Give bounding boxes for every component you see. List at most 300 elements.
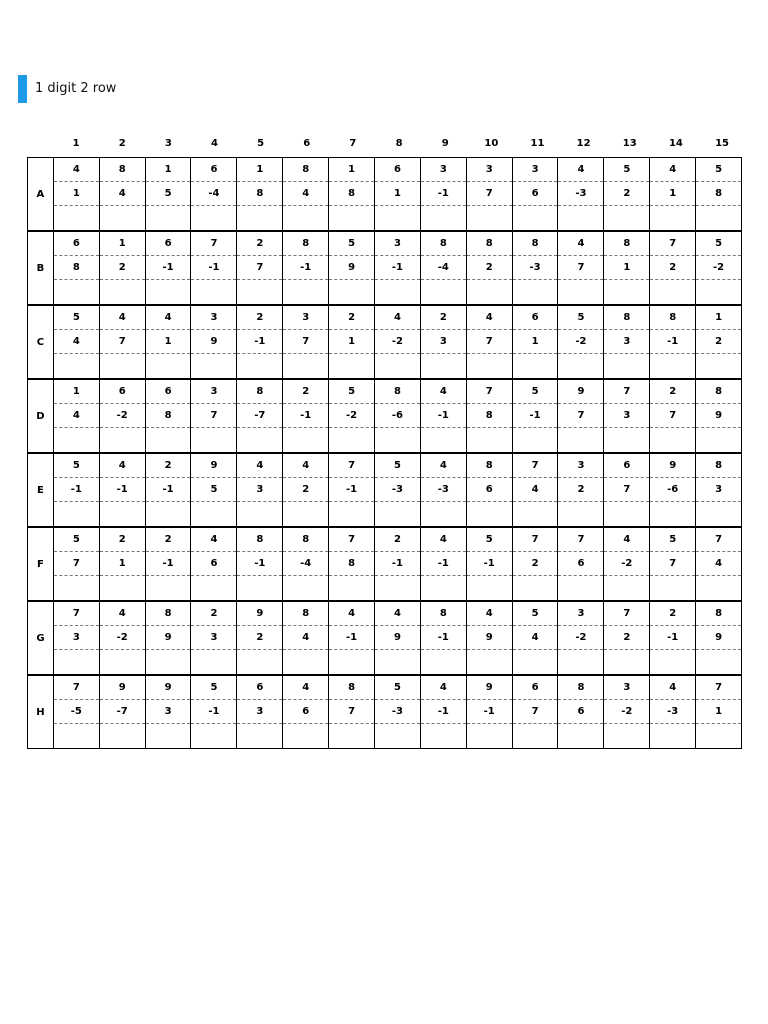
- problem-cell: [604, 601, 650, 675]
- addend-bottom: -1: [421, 700, 466, 724]
- addend-top: 5: [558, 306, 603, 330]
- addend-bottom: -1: [329, 626, 374, 650]
- answer-space[interactable]: [604, 650, 649, 674]
- answer-space[interactable]: [696, 576, 741, 600]
- answer-space[interactable]: [558, 354, 603, 378]
- addend-bottom: -5: [54, 700, 99, 724]
- answer-space[interactable]: [329, 576, 374, 600]
- addend-top: 5: [375, 676, 420, 700]
- addend-top: 5: [54, 528, 99, 552]
- problem-cell: [191, 453, 237, 527]
- addend-bottom: 2: [604, 182, 649, 206]
- answer-space[interactable]: [237, 280, 282, 304]
- addend-bottom: 7: [650, 404, 695, 428]
- addend-bottom: 9: [146, 626, 191, 650]
- addend-bottom: 1: [54, 182, 99, 206]
- problem-cell: [283, 453, 329, 527]
- addend-top: 7: [696, 528, 741, 552]
- answer-space[interactable]: [237, 576, 282, 600]
- answer-space[interactable]: [558, 502, 603, 526]
- answer-space[interactable]: [513, 280, 558, 304]
- answer-space[interactable]: [650, 206, 695, 230]
- addend-bottom: 3: [421, 330, 466, 354]
- answer-space[interactable]: [100, 650, 145, 674]
- addend-bottom: 8: [467, 404, 512, 428]
- problem-cell: [558, 305, 604, 379]
- answer-space[interactable]: [696, 650, 741, 674]
- answer-space[interactable]: [329, 502, 374, 526]
- addend-bottom: -1: [467, 700, 512, 724]
- answer-space[interactable]: [650, 502, 695, 526]
- problem-cell: [237, 453, 283, 527]
- column-header: 1: [72, 138, 80, 149]
- answer-space[interactable]: [467, 428, 512, 452]
- addend-top: 2: [146, 528, 191, 552]
- problem-cell: [283, 527, 329, 601]
- problem-cell: [100, 601, 146, 675]
- answer-space[interactable]: [329, 280, 374, 304]
- problem-cell: [329, 527, 375, 601]
- problem-cell: [421, 453, 467, 527]
- addend-bottom: 2: [237, 626, 282, 650]
- answer-space[interactable]: [237, 354, 282, 378]
- addend-top: 8: [146, 602, 191, 626]
- problem-cell: [191, 527, 237, 601]
- answer-space[interactable]: [696, 206, 741, 230]
- answer-space[interactable]: [421, 502, 466, 526]
- answer-space[interactable]: [513, 724, 558, 748]
- addend-top: 4: [467, 306, 512, 330]
- addend-bottom: 4: [513, 478, 558, 502]
- answer-space[interactable]: [100, 280, 145, 304]
- answer-space[interactable]: [283, 576, 328, 600]
- answer-space[interactable]: [191, 206, 236, 230]
- answer-space[interactable]: [513, 650, 558, 674]
- answer-space[interactable]: [696, 428, 741, 452]
- addend-top: 7: [650, 232, 695, 256]
- answer-space[interactable]: [558, 206, 603, 230]
- addend-top: 4: [329, 602, 374, 626]
- answer-space[interactable]: [421, 206, 466, 230]
- row-label: E: [27, 453, 54, 527]
- answer-space[interactable]: [421, 280, 466, 304]
- problem-cell: [421, 675, 467, 749]
- addend-bottom: 9: [191, 330, 236, 354]
- problem-cell: [650, 527, 696, 601]
- answer-space[interactable]: [54, 206, 99, 230]
- answer-space[interactable]: [421, 724, 466, 748]
- answer-space[interactable]: [54, 354, 99, 378]
- answer-space[interactable]: [467, 206, 512, 230]
- answer-space[interactable]: [558, 724, 603, 748]
- addend-top: 8: [100, 158, 145, 182]
- addend-top: 8: [696, 454, 741, 478]
- addend-top: 4: [191, 528, 236, 552]
- answer-space[interactable]: [696, 724, 741, 748]
- answer-space[interactable]: [100, 502, 145, 526]
- problem-cell: [100, 675, 146, 749]
- answer-space[interactable]: [283, 724, 328, 748]
- answer-space[interactable]: [146, 724, 191, 748]
- answer-space[interactable]: [604, 354, 649, 378]
- answer-space[interactable]: [604, 428, 649, 452]
- problem-cell: [467, 231, 513, 305]
- answer-space[interactable]: [513, 576, 558, 600]
- addend-top: 9: [467, 676, 512, 700]
- answer-space[interactable]: [696, 502, 741, 526]
- addend-top: 2: [329, 306, 374, 330]
- addend-bottom: -2: [558, 626, 603, 650]
- addend-bottom: 6: [558, 700, 603, 724]
- answer-space[interactable]: [100, 576, 145, 600]
- addend-bottom: -3: [375, 478, 420, 502]
- answer-space[interactable]: [329, 354, 374, 378]
- addend-bottom: 9: [696, 404, 741, 428]
- problem-cell: [283, 231, 329, 305]
- answer-space[interactable]: [650, 650, 695, 674]
- addend-top: 1: [329, 158, 374, 182]
- problem-cell: [54, 305, 100, 379]
- column-header: 11: [530, 138, 545, 149]
- addend-top: 6: [375, 158, 420, 182]
- addend-bottom: -1: [191, 700, 236, 724]
- addend-bottom: 7: [100, 330, 145, 354]
- problem-cell: [467, 527, 513, 601]
- answer-space[interactable]: [558, 280, 603, 304]
- answer-space[interactable]: [604, 280, 649, 304]
- answer-space[interactable]: [54, 280, 99, 304]
- problem-cell: [513, 379, 559, 453]
- problem-cell: [146, 453, 192, 527]
- answer-space[interactable]: [467, 280, 512, 304]
- problem-cell: [100, 453, 146, 527]
- addend-top: 8: [604, 232, 649, 256]
- answer-space[interactable]: [375, 428, 420, 452]
- problem-cell: [650, 601, 696, 675]
- answer-space[interactable]: [604, 576, 649, 600]
- addend-bottom: -1: [421, 404, 466, 428]
- problem-cell: [237, 379, 283, 453]
- problem-cell: [604, 675, 650, 749]
- problem-cell: [375, 157, 421, 231]
- addend-bottom: 8: [329, 552, 374, 576]
- addend-top: 8: [558, 676, 603, 700]
- answer-space[interactable]: [650, 576, 695, 600]
- addend-bottom: -1: [283, 404, 328, 428]
- problem-cell: [421, 379, 467, 453]
- addend-top: 7: [604, 380, 649, 404]
- addend-top: 5: [513, 380, 558, 404]
- answer-space[interactable]: [421, 576, 466, 600]
- answer-space[interactable]: [604, 724, 649, 748]
- answer-space[interactable]: [513, 428, 558, 452]
- problem-cell: [146, 305, 192, 379]
- addend-top: 4: [421, 676, 466, 700]
- addend-top: 3: [283, 306, 328, 330]
- addend-top: 9: [191, 454, 236, 478]
- answer-space[interactable]: [650, 428, 695, 452]
- answer-space[interactable]: [237, 502, 282, 526]
- answer-space[interactable]: [650, 354, 695, 378]
- answer-space[interactable]: [467, 650, 512, 674]
- addend-bottom: 8: [329, 182, 374, 206]
- answer-space[interactable]: [146, 354, 191, 378]
- addend-bottom: 6: [558, 552, 603, 576]
- answer-space[interactable]: [696, 280, 741, 304]
- addend-top: 3: [513, 158, 558, 182]
- row-label: G: [27, 601, 54, 675]
- addend-top: 2: [237, 232, 282, 256]
- answer-space[interactable]: [146, 206, 191, 230]
- answer-space[interactable]: [283, 354, 328, 378]
- problem-cell: [558, 231, 604, 305]
- addend-bottom: 7: [513, 700, 558, 724]
- answer-space[interactable]: [237, 724, 282, 748]
- addend-top: 4: [375, 306, 420, 330]
- column-header: 13: [622, 138, 637, 149]
- answer-space[interactable]: [191, 280, 236, 304]
- row-label: C: [27, 305, 54, 379]
- answer-space[interactable]: [54, 724, 99, 748]
- answer-space[interactable]: [100, 354, 145, 378]
- problem-cell: [54, 157, 100, 231]
- addend-bottom: 4: [696, 552, 741, 576]
- answer-space[interactable]: [146, 576, 191, 600]
- problem-cell: [696, 675, 742, 749]
- answer-space[interactable]: [375, 576, 420, 600]
- answer-space[interactable]: [237, 428, 282, 452]
- addend-top: 8: [237, 528, 282, 552]
- answer-space[interactable]: [421, 428, 466, 452]
- answer-space[interactable]: [329, 206, 374, 230]
- addend-bottom: 1: [146, 330, 191, 354]
- answer-space[interactable]: [375, 724, 420, 748]
- addend-bottom: -2: [100, 404, 145, 428]
- answer-space[interactable]: [467, 576, 512, 600]
- problem-cell: [467, 305, 513, 379]
- addend-top: 2: [650, 380, 695, 404]
- addend-top: 2: [283, 380, 328, 404]
- addend-top: 7: [467, 380, 512, 404]
- answer-space[interactable]: [558, 576, 603, 600]
- answer-space[interactable]: [191, 576, 236, 600]
- addend-bottom: 2: [604, 626, 649, 650]
- addend-bottom: -1: [191, 256, 236, 280]
- addend-top: 3: [467, 158, 512, 182]
- answer-space[interactable]: [375, 280, 420, 304]
- problem-cell: [54, 453, 100, 527]
- problem-cell: [513, 231, 559, 305]
- answer-space[interactable]: [54, 576, 99, 600]
- problem-cell: [329, 231, 375, 305]
- addend-bottom: -3: [421, 478, 466, 502]
- answer-space[interactable]: [237, 206, 282, 230]
- addend-top: 4: [100, 454, 145, 478]
- answer-space[interactable]: [283, 206, 328, 230]
- problem-cell: [467, 601, 513, 675]
- answer-space[interactable]: [650, 724, 695, 748]
- addend-top: 5: [696, 232, 741, 256]
- answer-space[interactable]: [283, 502, 328, 526]
- addend-top: 4: [421, 528, 466, 552]
- addend-top: 8: [696, 602, 741, 626]
- addend-top: 4: [283, 676, 328, 700]
- problem-cell: [650, 453, 696, 527]
- problem-cell: [558, 675, 604, 749]
- addend-bottom: -7: [100, 700, 145, 724]
- addend-bottom: 9: [329, 256, 374, 280]
- answer-space[interactable]: [191, 354, 236, 378]
- addend-top: 7: [54, 602, 99, 626]
- problem-row: [27, 601, 742, 675]
- addend-top: 4: [604, 528, 649, 552]
- answer-space[interactable]: [375, 502, 420, 526]
- addend-bottom: -1: [467, 552, 512, 576]
- answer-space[interactable]: [54, 502, 99, 526]
- addend-top: 5: [650, 528, 695, 552]
- addend-bottom: 7: [191, 404, 236, 428]
- addend-bottom: 1: [100, 552, 145, 576]
- addend-top: 5: [54, 454, 99, 478]
- answer-space[interactable]: [558, 650, 603, 674]
- addend-bottom: -1: [650, 330, 695, 354]
- column-header: 6: [303, 138, 311, 149]
- problem-cell: [329, 379, 375, 453]
- addend-bottom: -4: [283, 552, 328, 576]
- answer-space[interactable]: [283, 650, 328, 674]
- problem-cell: [558, 453, 604, 527]
- addend-bottom: 2: [100, 256, 145, 280]
- answer-space[interactable]: [604, 502, 649, 526]
- answer-space[interactable]: [146, 280, 191, 304]
- answer-space[interactable]: [146, 502, 191, 526]
- problem-cell: [650, 305, 696, 379]
- answer-space[interactable]: [191, 650, 236, 674]
- answer-space[interactable]: [375, 206, 420, 230]
- problem-row: [27, 675, 742, 749]
- problem-cell: [329, 157, 375, 231]
- addend-top: 9: [237, 602, 282, 626]
- addend-top: 7: [558, 528, 603, 552]
- addend-bottom: -3: [375, 700, 420, 724]
- addend-bottom: -2: [100, 626, 145, 650]
- addend-top: 4: [146, 306, 191, 330]
- addend-bottom: 5: [191, 478, 236, 502]
- problem-cell: [467, 379, 513, 453]
- addend-bottom: -1: [650, 626, 695, 650]
- column-header: 14: [668, 138, 683, 149]
- answer-space[interactable]: [467, 502, 512, 526]
- problem-cell: [513, 527, 559, 601]
- addend-top: 7: [513, 454, 558, 478]
- answer-space[interactable]: [513, 354, 558, 378]
- problem-cell: [375, 231, 421, 305]
- addend-bottom: 4: [54, 330, 99, 354]
- addend-top: 8: [421, 232, 466, 256]
- addend-top: 5: [329, 380, 374, 404]
- addend-bottom: 7: [329, 700, 374, 724]
- addend-bottom: 7: [237, 256, 282, 280]
- column-header: 15: [715, 138, 729, 149]
- answer-space[interactable]: [467, 724, 512, 748]
- answer-space[interactable]: [329, 428, 374, 452]
- addend-top: 2: [191, 602, 236, 626]
- problem-cell: [375, 601, 421, 675]
- column-header: 8: [395, 138, 403, 149]
- answer-space[interactable]: [421, 650, 466, 674]
- problem-cell: [146, 379, 192, 453]
- addend-bottom: 4: [513, 626, 558, 650]
- problem-cell: [237, 601, 283, 675]
- answer-space[interactable]: [54, 428, 99, 452]
- answer-space[interactable]: [100, 428, 145, 452]
- addend-top: 4: [558, 158, 603, 182]
- addend-top: 4: [100, 602, 145, 626]
- problem-cell: [375, 527, 421, 601]
- addend-top: 4: [283, 454, 328, 478]
- problem-cell: [283, 675, 329, 749]
- answer-space[interactable]: [375, 650, 420, 674]
- answer-space[interactable]: [237, 650, 282, 674]
- addend-bottom: 3: [237, 700, 282, 724]
- title-accent-bar: [18, 75, 27, 103]
- answer-space[interactable]: [329, 724, 374, 748]
- answer-space[interactable]: [54, 650, 99, 674]
- addend-bottom: -2: [329, 404, 374, 428]
- answer-space[interactable]: [283, 280, 328, 304]
- addend-bottom: -1: [375, 552, 420, 576]
- addend-top: 2: [650, 602, 695, 626]
- addend-top: 4: [421, 380, 466, 404]
- answer-space[interactable]: [191, 724, 236, 748]
- addend-top: 6: [100, 380, 145, 404]
- answer-space[interactable]: [467, 354, 512, 378]
- addend-top: 3: [191, 380, 236, 404]
- problem-cell: [696, 453, 742, 527]
- addend-top: 7: [54, 676, 99, 700]
- answer-space[interactable]: [421, 354, 466, 378]
- addend-top: 3: [558, 454, 603, 478]
- addend-top: 7: [513, 528, 558, 552]
- answer-space[interactable]: [283, 428, 328, 452]
- answer-space[interactable]: [696, 354, 741, 378]
- addend-bottom: 1: [329, 330, 374, 354]
- answer-space[interactable]: [191, 502, 236, 526]
- addend-top: 8: [375, 380, 420, 404]
- addend-bottom: 2: [696, 330, 741, 354]
- answer-space[interactable]: [650, 280, 695, 304]
- answer-space[interactable]: [513, 502, 558, 526]
- problem-cell: [650, 157, 696, 231]
- addend-bottom: 1: [604, 256, 649, 280]
- column-headers: [53, 138, 745, 149]
- answer-space[interactable]: [604, 206, 649, 230]
- answer-space[interactable]: [100, 206, 145, 230]
- addend-top: 8: [283, 158, 328, 182]
- addend-bottom: -1: [421, 552, 466, 576]
- answer-space[interactable]: [100, 724, 145, 748]
- answer-space[interactable]: [375, 354, 420, 378]
- addend-bottom: -1: [421, 626, 466, 650]
- answer-space[interactable]: [513, 206, 558, 230]
- problem-cell: [237, 675, 283, 749]
- answer-space[interactable]: [146, 650, 191, 674]
- answer-space[interactable]: [191, 428, 236, 452]
- answer-space[interactable]: [146, 428, 191, 452]
- answer-space[interactable]: [558, 428, 603, 452]
- addend-bottom: -1: [146, 552, 191, 576]
- answer-space[interactable]: [329, 650, 374, 674]
